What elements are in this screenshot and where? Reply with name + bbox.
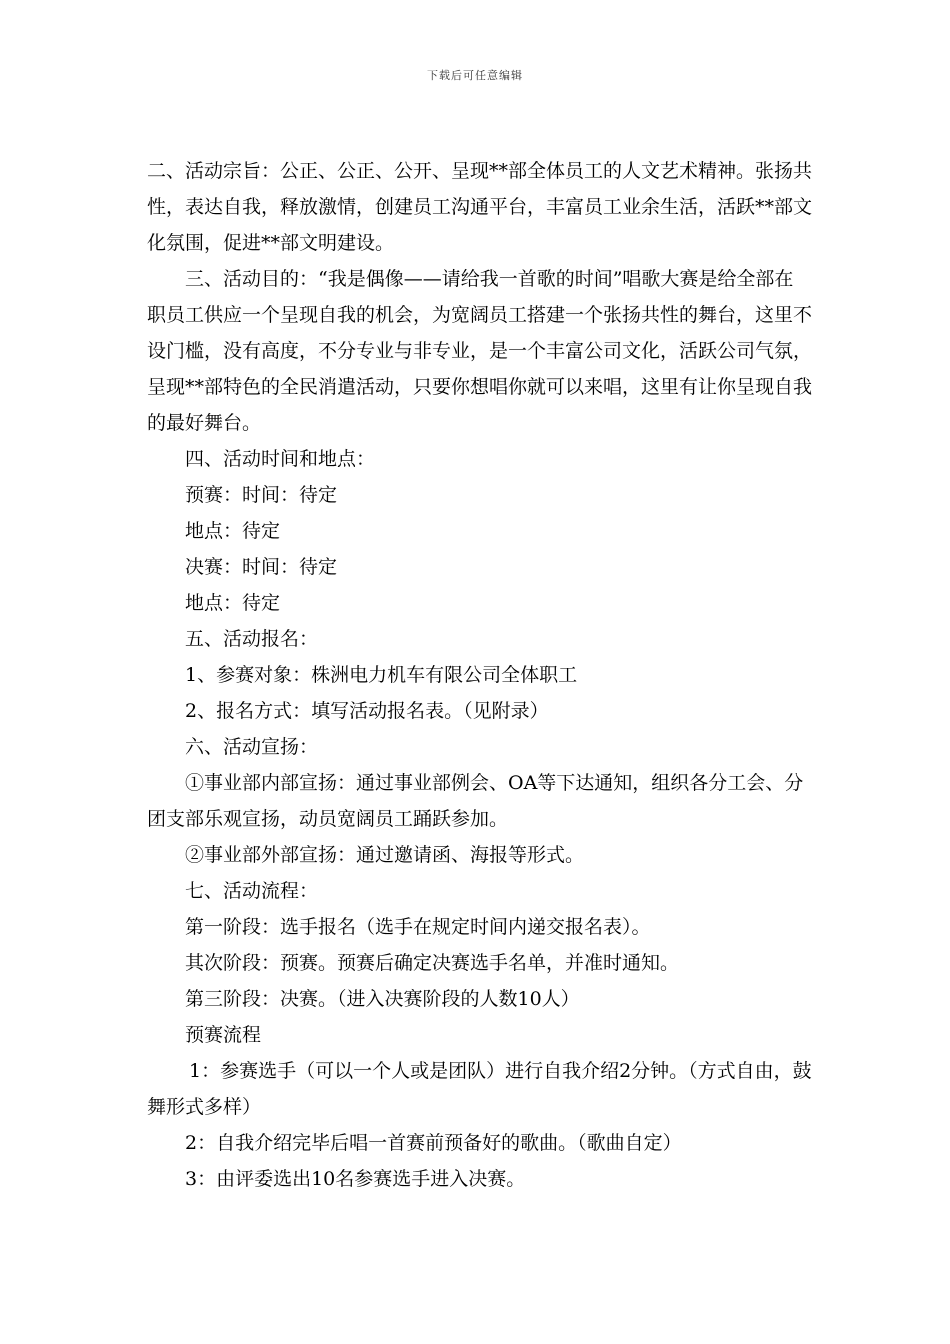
paragraph-stage-one: 第一阶段：选手报名（选手在规定时间内递交报名表）。 — [185, 916, 651, 938]
paragraph-participants: 1、参赛对象：株洲电力机车有限公司全体职工 — [185, 664, 578, 686]
paragraph-registration-heading: 五、活动报名： — [185, 628, 319, 650]
paragraph-goal: 三、活动目的：“我是偶像——请给我一首歌的时间”唱歌大赛是给全部在职员工供应一个呈现自我的机会，为宽阔员工搭建一个张扬共性的舞台，这里不设门槛，没有高度，不分专业与非专业，是一个丰富公司文化，活跃公司气氛，呈现**部特色的全民消遣活动，只要你想唱你就可以来唱，这里有让你呈现自我的最好舞台。 — [147, 268, 813, 434]
paragraph-final-time: 决赛：时间：待定 — [185, 556, 338, 578]
paragraph-internal-promotion: ①事业部内部宣扬：通过事业部例会、OA等下达通知，组织各分工会、分团支部乐观宣扬，动员宽阔员工踊跃参加。 — [147, 772, 804, 830]
paragraph-prelim-step-three: 3：由评委选出10名参赛选手进入决赛。 — [185, 1168, 526, 1190]
document-body — [147, 153, 812, 1197]
page-header-note: 下载后可任意编辑 — [427, 69, 523, 82]
paragraph-purpose: 二、活动宗旨：公正、公正、公开、呈现**部全体员工的人文艺术精神。张扬共性，表达自我，释放激情，创建员工沟通平台，丰富员工业余生活，活跃**部文化氛围，促进**部文明建设。 — [147, 160, 813, 254]
paragraph-prelim-place: 地点：待定 — [185, 520, 281, 542]
paragraph-prelim-step-one: 1：参赛选手（可以一个人或是团队）进行自我介绍2分钟。（方式自由，鼓舞形式多样） — [147, 1060, 812, 1118]
paragraph-stage-two: 其次阶段：预赛。预赛后确定决赛选手名单，并准时通知。 — [185, 952, 680, 974]
paragraph-prelim-process-heading: 预赛流程 — [185, 1024, 262, 1046]
paragraph-final-place: 地点：待定 — [185, 592, 281, 614]
paragraph-promotion-heading: 六、活动宣扬： — [185, 736, 319, 758]
paragraph-stage-three: 第三阶段：决赛。（进入决赛阶段的人数10人） — [185, 988, 580, 1010]
paragraph-prelim-time: 预赛：时间：待定 — [185, 484, 338, 506]
paragraph-external-promotion: ②事业部外部宣扬：通过邀请函、海报等形式。 — [185, 844, 585, 866]
paragraph-registration-method: 2、报名方式：填写活动报名表。（见附录） — [185, 700, 549, 722]
paragraph-process-heading: 七、活动流程： — [185, 880, 319, 902]
paragraph-time-place-heading: 四、活动时间和地点： — [185, 448, 376, 470]
paragraph-prelim-step-two: 2：自我介绍完毕后唱一首赛前预备好的歌曲。（歌曲自定） — [185, 1132, 682, 1154]
